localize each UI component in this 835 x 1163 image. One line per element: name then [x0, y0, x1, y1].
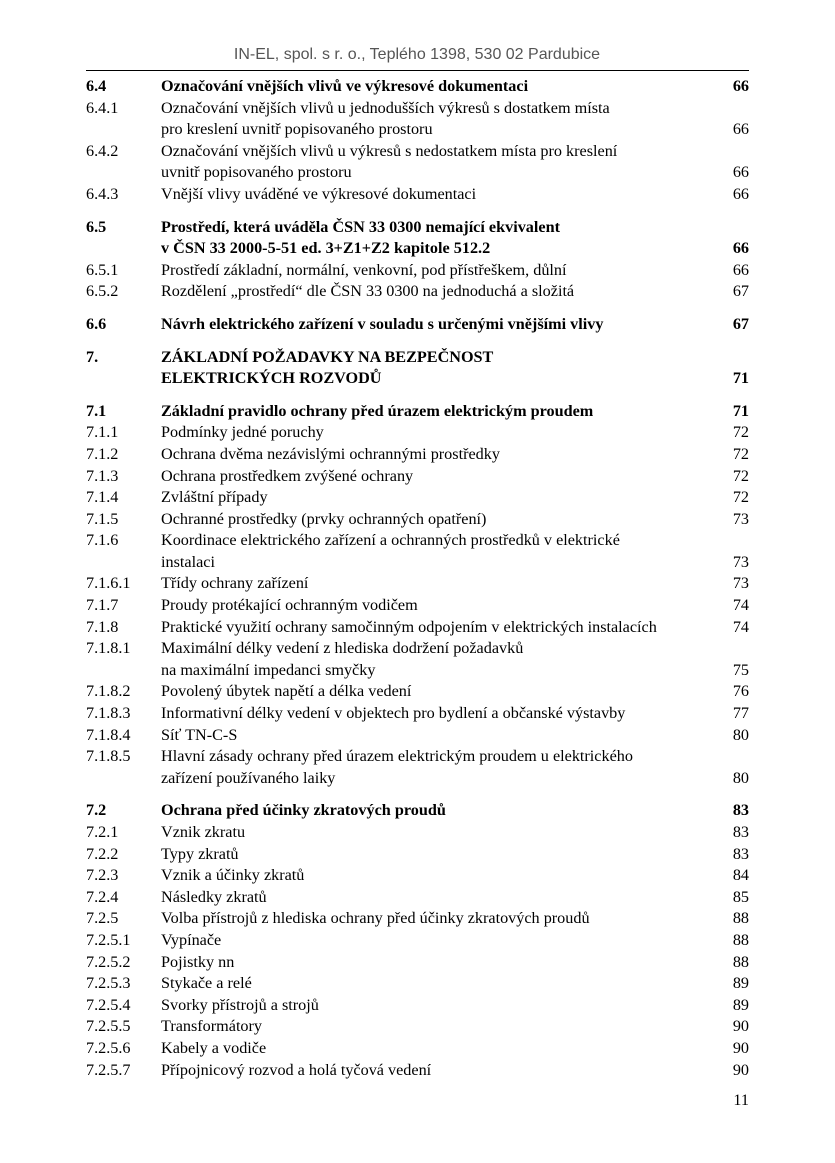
toc-entry-page: 67 — [732, 282, 749, 301]
toc-entry-number: 7. — [86, 347, 99, 366]
toc-entry-page: 73 — [732, 552, 749, 571]
toc-entry — [86, 681, 749, 703]
toc-entry-title — [161, 184, 733, 206]
toc-entry-number: 6.4.2 — [86, 141, 119, 160]
toc-entry-title-line: Volba přístrojů z hlediska ochrany před účinky zkratových proudů — [161, 909, 590, 928]
toc-entry-page: 71 — [732, 401, 749, 420]
toc-entry-title-line: Praktické využití ochrany samočinným odpojením v elektrických instalacích — [161, 617, 657, 636]
toc-entry-page: 66 — [732, 120, 749, 139]
toc-entry-title — [161, 638, 733, 681]
toc-entry-title — [161, 217, 733, 260]
toc-entry-page: 80 — [732, 725, 749, 744]
toc-entry-title-line: Rozdělení „prostředí“ dle ČSN 33 0300 na jednoduchá a složitá — [161, 282, 575, 301]
toc-entry-title — [161, 347, 733, 390]
toc-entry-title — [161, 466, 733, 488]
toc-entry — [86, 703, 749, 725]
toc-entry-number: 7.2.5.1 — [86, 930, 131, 949]
toc-entry-title — [161, 260, 733, 282]
toc-entry-title-line: Označování vnějších vlivů u výkresů s nedostatkem místa pro kreslení — [161, 141, 618, 160]
toc-entry — [86, 746, 749, 789]
toc-entry-page: 84 — [732, 866, 749, 885]
toc-entry-title-line: pro kreslení uvnitř popisovaného prostoru — [161, 120, 433, 139]
toc-entry-page: 75 — [732, 660, 749, 679]
toc-entry-title — [161, 703, 733, 725]
toc-entry — [86, 444, 749, 466]
toc-entry-number: 6.4.3 — [86, 184, 119, 203]
toc-entry-title-line: Hlavní zásady ochrany před úrazem elektrickým proudem u elektrického — [161, 747, 633, 766]
toc-entry-page: 72 — [732, 466, 749, 485]
toc-entry-title — [161, 865, 733, 887]
toc-entry-title-line: Vznik zkratu — [161, 823, 246, 841]
toc-entry-title-line: Třídy ochrany zařízení — [161, 574, 309, 593]
toc-entry-title-line: Označování vnějších vlivů u jednodušších výkresů s dostatkem místa — [161, 98, 610, 117]
toc-entry-title-line: Vznik a účinky zkratů — [161, 866, 305, 885]
toc-entry-number: 7.2.1 — [86, 823, 119, 841]
toc-entry-number: 7.1.8.5 — [86, 747, 131, 766]
toc-entry-number: 7.2 — [86, 801, 107, 820]
toc-entry-number: 6.5.2 — [86, 282, 119, 301]
toc-entry-number: 7.1.8.1 — [86, 639, 131, 658]
toc-entry-number: 7.1.4 — [86, 488, 119, 507]
toc-entry-number: 7.2.5.6 — [86, 1038, 131, 1057]
toc-entry-title-line: v ČSN 33 2000-5-51 ed. 3+Z1+Z2 kapitole 512.2 — [161, 239, 491, 258]
toc-entry-page: 88 — [732, 909, 749, 928]
toc-entry — [86, 422, 749, 444]
toc-entry-title — [161, 530, 733, 573]
toc-entry-title — [161, 952, 733, 974]
toc-entry-title-line: Koordinace elektrického zařízení a ochranných prostředků v elektrické — [161, 531, 620, 550]
toc-entry-page: 76 — [732, 682, 749, 701]
toc-entry-title — [161, 746, 733, 789]
toc-entry — [86, 952, 749, 974]
toc-entry-title-line: Prostředí, která uváděla ČSN 33 0300 nemající ekvivalent — [161, 217, 560, 236]
toc-entry-page: 66 — [732, 184, 749, 203]
toc-entry — [86, 98, 749, 141]
toc-entry-number: 6.5.1 — [86, 260, 119, 279]
toc-entry-title — [161, 509, 733, 531]
toc-entry — [86, 76, 749, 98]
toc-entry-page: 89 — [732, 995, 749, 1014]
toc-entry-title-line: Síť TN-C-S — [161, 725, 238, 744]
toc-entry-number: 7.1.1 — [86, 423, 119, 442]
toc-entry-number: 7.2.5.5 — [86, 1017, 131, 1036]
toc-entry-title — [161, 422, 733, 444]
toc-entry-title-line: zařízení používaného laiky — [161, 768, 336, 787]
toc-entry-title-line: Povolený úbytek napětí a délka vedení — [161, 682, 412, 701]
toc-entry-title-line: Vnější vlivy uváděné ve výkresové dokumentaci — [161, 184, 477, 203]
toc-entry-page: 66 — [732, 260, 749, 279]
toc-entry-page: 85 — [732, 887, 749, 906]
toc-entry-page: 74 — [732, 596, 749, 615]
toc-entry-page: 83 — [732, 801, 749, 820]
toc-entry-title-line: ELEKTRICKÝCH ROZVODŮ — [161, 369, 382, 388]
toc-entry-title — [161, 573, 733, 595]
toc-entry — [86, 487, 749, 509]
toc-entry-title — [161, 487, 733, 509]
toc-entry-title — [161, 681, 733, 703]
toc-entry-title — [161, 844, 733, 866]
running-header: IN-EL, spol. s r. o., Teplého 1398, 530 02 Pardubice — [233, 46, 601, 63]
toc-entry-page: 67 — [732, 314, 749, 333]
toc-entry — [86, 509, 749, 531]
toc-entry-title — [161, 1016, 733, 1038]
toc-entry-number: 7.1.7 — [86, 596, 119, 615]
toc-entry-title-line: Vypínače — [161, 930, 222, 949]
toc-entry — [86, 725, 749, 747]
toc-entry-number: 7.1 — [86, 401, 107, 420]
toc-entry-page: 90 — [732, 1060, 749, 1079]
toc-entry — [86, 1060, 749, 1082]
toc-entry-title — [161, 725, 733, 747]
toc-entry-number: 7.1.8.3 — [86, 704, 131, 723]
toc-entry-page: 73 — [732, 509, 749, 528]
toc-entry-title-line: Maximální délky vedení z hlediska dodržení požadavků — [161, 639, 524, 658]
toc-entry — [86, 908, 749, 930]
toc-entry-number: 7.2.5.7 — [86, 1060, 131, 1079]
toc-entry-title — [161, 281, 733, 303]
toc-entry-title-line: Základní pravidlo ochrany před úrazem elektrickým proudem — [161, 401, 594, 420]
toc-entry-title-line: Následky zkratů — [161, 887, 267, 906]
toc-entry-number: 7.2.5 — [86, 909, 119, 928]
toc-entry-title — [161, 1038, 733, 1060]
toc-entry — [86, 973, 749, 995]
toc-entry-title-line: Návrh elektrického zařízení v souladu s určenými vnějšími vlivy — [161, 314, 604, 333]
toc-entry-title — [161, 314, 733, 336]
toc-entry-title-line: Zvláštní případy — [161, 488, 268, 507]
toc-entry — [86, 217, 749, 260]
toc-entry-title-line: Pojistky nn — [161, 952, 235, 971]
toc-entry — [86, 466, 749, 488]
toc-entry-page: 74 — [732, 617, 749, 636]
toc-entry-title — [161, 973, 733, 995]
toc-entry-title-line: Kabely a vodiče — [161, 1038, 267, 1057]
toc-entry-number: 7.1.8 — [86, 617, 119, 636]
toc-entry-page: 83 — [732, 844, 749, 863]
toc-entry — [86, 260, 749, 282]
toc-entry-title — [161, 930, 733, 952]
toc-entry-page: 71 — [732, 369, 749, 388]
toc-entry-title-line: Informativní délky vedení v objektech pro bydlení a občanské výstavby — [161, 704, 626, 723]
toc-entry — [86, 401, 749, 423]
toc-entry — [86, 844, 749, 866]
toc-entry-title — [161, 617, 733, 639]
toc-entry-page: 88 — [732, 952, 749, 971]
toc-entry-number: 7.2.5.4 — [86, 995, 131, 1014]
toc-entry — [86, 887, 749, 909]
toc-entry-title-line: Ochranné prostředky (prvky ochranných opatření) — [161, 509, 487, 528]
toc-entry-page: 72 — [732, 444, 749, 463]
toc-entry-number: 6.4 — [86, 77, 107, 95]
toc-entry-number: 7.1.6.1 — [86, 574, 131, 593]
toc-entry — [86, 930, 749, 952]
toc-entry-title — [161, 98, 733, 141]
toc-entry-page: 89 — [732, 974, 749, 993]
toc-entry-number: 6.6 — [86, 314, 107, 333]
toc-entry-title — [161, 1060, 733, 1082]
toc-entry-number: 7.2.4 — [86, 887, 119, 906]
toc-entry-number: 7.1.5 — [86, 509, 119, 528]
toc-entry-number: 7.2.2 — [86, 844, 119, 863]
toc-entry-page: 66 — [732, 163, 749, 182]
toc-entry-number: 7.1.3 — [86, 466, 119, 485]
toc-entry — [86, 617, 749, 639]
toc-entry — [86, 141, 749, 184]
toc-entry-title-line: Označování vnějších vlivů ve výkresové dokumentaci — [161, 77, 529, 95]
toc-entry-number: 7.1.8.4 — [86, 725, 131, 744]
toc-entry-page: 90 — [732, 1017, 749, 1036]
toc-entry-title-line: Typy zkratů — [161, 844, 239, 863]
toc-entry-title — [161, 800, 733, 822]
toc-entry-number: 6.5 — [86, 217, 107, 236]
toc-entry-page: 90 — [732, 1038, 749, 1057]
toc-entry-title — [161, 887, 733, 909]
toc-entry-page: 72 — [732, 488, 749, 507]
toc-entry — [86, 800, 749, 822]
toc-entry-title-line: Svorky přístrojů a strojů — [161, 995, 319, 1014]
toc-entry-page: 66 — [732, 77, 749, 95]
toc-entry-number: 7.1.2 — [86, 444, 119, 463]
toc-entry-page: 77 — [732, 704, 749, 723]
header-rule — [86, 70, 749, 71]
toc-entry-page: 88 — [732, 930, 749, 949]
page-number: 11 — [733, 1091, 749, 1109]
toc-entry — [86, 865, 749, 887]
toc-entry — [86, 347, 749, 390]
toc-entry-number: 7.2.5.3 — [86, 974, 131, 993]
toc-entry-page: 72 — [732, 423, 749, 442]
toc-entry-page: 80 — [732, 768, 749, 787]
toc-entry-title — [161, 141, 733, 184]
toc-entry-title-line: ZÁKLADNÍ POŽADAVKY NA BEZPEČNOST — [161, 347, 494, 366]
toc-entry-number: 7.2.3 — [86, 866, 119, 885]
toc-entry-title-line: Proudy protékající ochranným vodičem — [161, 596, 418, 615]
toc-entry-title-line: Ochrana dvěma nezávislými ochrannými prostředky — [161, 444, 500, 463]
toc-entry-page: 66 — [732, 239, 749, 258]
toc-entry — [86, 281, 749, 303]
toc-entry-title — [161, 908, 733, 930]
toc-entry-page: 83 — [732, 823, 749, 841]
toc-entry-title-line: uvnitř popisovaného prostoru — [161, 163, 352, 182]
toc-entry-number: 6.4.1 — [86, 98, 119, 117]
toc-entry — [86, 573, 749, 595]
table-of-contents — [86, 76, 749, 1081]
toc-entry — [86, 822, 749, 844]
toc-entry-title — [161, 822, 733, 844]
toc-entry-title-line: Ochrana před účinky zkratových proudů — [161, 801, 446, 820]
toc-entry-title — [161, 76, 733, 98]
toc-entry-title — [161, 995, 733, 1017]
toc-entry-title-line: Ochrana prostředkem zvýšené ochrany — [161, 466, 414, 485]
toc-entry-title-line: instalaci — [161, 552, 215, 571]
toc-entry-title-line: Transformátory — [161, 1017, 263, 1036]
toc-entry-page: 73 — [732, 574, 749, 593]
toc-entry-title — [161, 595, 733, 617]
toc-entry-title-line: Prostředí základní, normální, venkovní, pod přístřeškem, důlní — [161, 260, 567, 279]
toc-entry-title-line: Podmínky jedné poruchy — [161, 423, 324, 442]
toc-entry-title-line: Přípojnicový rozvod a holá tyčová vedení — [161, 1060, 432, 1079]
toc-entry-title-line: na maximální impedanci smyčky — [161, 660, 376, 679]
toc-entry — [86, 638, 749, 681]
toc-entry — [86, 184, 749, 206]
toc-entry — [86, 1016, 749, 1038]
toc-entry-title-line: Stykače a relé — [161, 974, 252, 993]
toc-entry-number: 7.1.8.2 — [86, 682, 131, 701]
toc-entry-title — [161, 401, 733, 423]
toc-entry — [86, 595, 749, 617]
toc-entry-number: 7.2.5.2 — [86, 952, 131, 971]
toc-entry-title — [161, 444, 733, 466]
toc-entry — [86, 530, 749, 573]
toc-entry — [86, 1038, 749, 1060]
toc-entry-number: 7.1.6 — [86, 531, 119, 550]
toc-entry — [86, 314, 749, 336]
toc-entry — [86, 995, 749, 1017]
